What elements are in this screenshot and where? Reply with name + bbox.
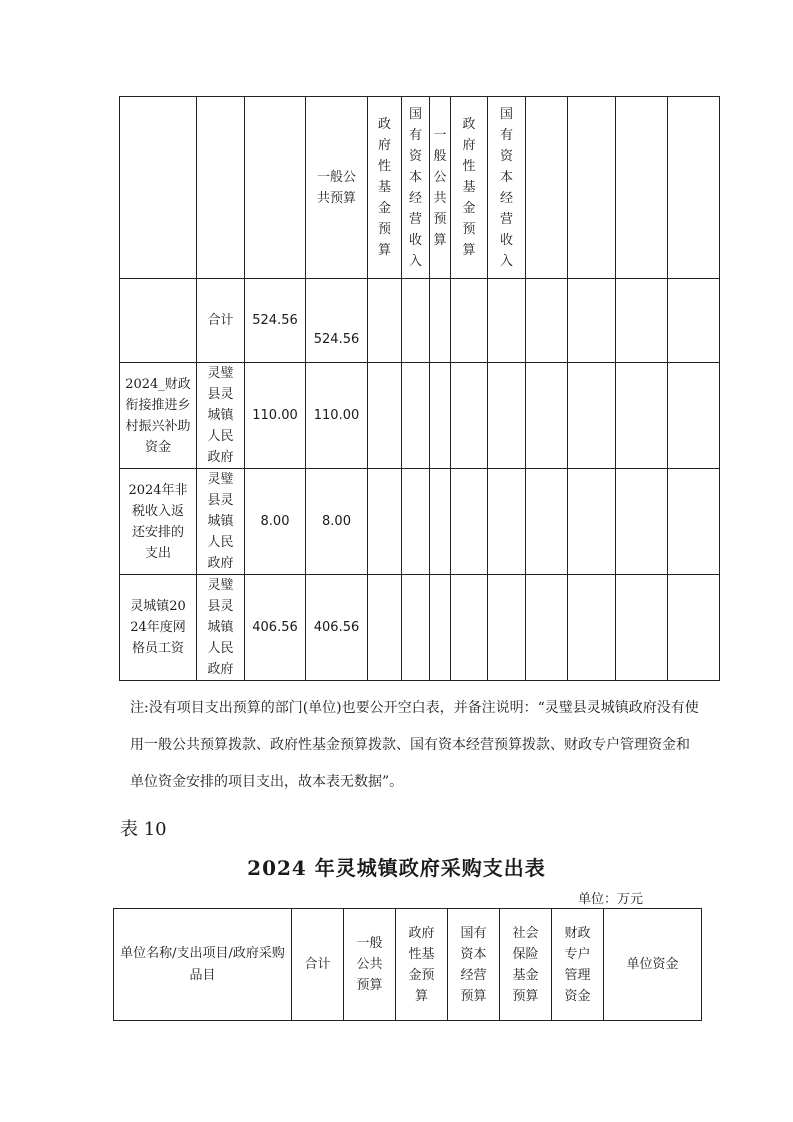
header-gov-fund-budget: 政府性基金预算 [377, 117, 391, 258]
header-state-capital-budget: 国有资本经营预算 [460, 925, 487, 1004]
table-number-label: 表 10 [120, 819, 167, 840]
header-general-budget-2: 一般公共预算 [433, 127, 447, 248]
procurement-table [113, 908, 702, 1021]
table-row [120, 575, 720, 681]
header-gov-fund-budget-2: 政府性基金预算 [462, 117, 476, 258]
header-state-capital-income-2: 国有资本经营收入 [499, 106, 513, 269]
header-general-budget: 一般公共预算 [356, 936, 383, 993]
total-label: 合计 [197, 279, 245, 363]
header-state-capital-income: 国有资本经营收入 [408, 106, 422, 269]
table-note: 注:没有项目支出预算的部门(单位)也要公开空白表，并备注说明：“灵璧县灵城镇政府没有使用一般公共预算拨款、政府性基金预算拨款、国有资本经营预算拨款、财政专户管理资金和单位资金安排的项目支出，故本表无数据”。 [130, 700, 699, 790]
row-amount: 110.00 [245, 363, 306, 469]
header-fiscal-account-funds: 财政专户管理资金 [564, 925, 591, 1004]
header-social-insurance-budget: 社会保险基金预算 [512, 925, 539, 1004]
header-unit-funds: 单位资金 [604, 909, 702, 1021]
unit-name: 灵璧县灵城镇人民政府 [207, 366, 234, 465]
project-name: 灵城镇2024年度网格员工资 [130, 599, 186, 656]
unit-label: 单位：万元 [578, 892, 644, 907]
row-general-budget: 110.00 [306, 363, 368, 469]
unit-name: 灵璧县灵城镇人民政府 [207, 472, 234, 571]
header-unit-name: 单位名称/支出项目/政府采购品目 [120, 945, 285, 983]
row-amount: 406.56 [245, 575, 306, 681]
table-header-row [114, 909, 702, 1021]
project-name: 2024_财政衔接推进乡村振兴补助资金 [125, 376, 191, 455]
project-expenditure-table [119, 96, 720, 681]
total-row [120, 279, 720, 363]
header-general-budget: 一般公共预算 [316, 169, 356, 206]
unit-name: 灵璧县灵城镇人民政府 [207, 578, 234, 677]
project-name: 2024年非税收入返还安排的支出 [128, 482, 188, 561]
row-amount: 8.00 [245, 469, 306, 575]
header-total: 合计 [292, 909, 344, 1021]
table-row [120, 363, 720, 469]
row-general-budget: 406.56 [306, 575, 368, 681]
header-gov-fund-budget: 政府性基金预算 [408, 925, 435, 1004]
total-amount: 524.56 [245, 279, 306, 363]
table-header-row [120, 97, 720, 279]
table-row [120, 469, 720, 575]
total-general-budget: 524.56 [306, 279, 368, 363]
row-general-budget: 8.00 [306, 469, 368, 575]
page-title: 2024 年灵城镇政府采购支出表 [247, 856, 546, 880]
